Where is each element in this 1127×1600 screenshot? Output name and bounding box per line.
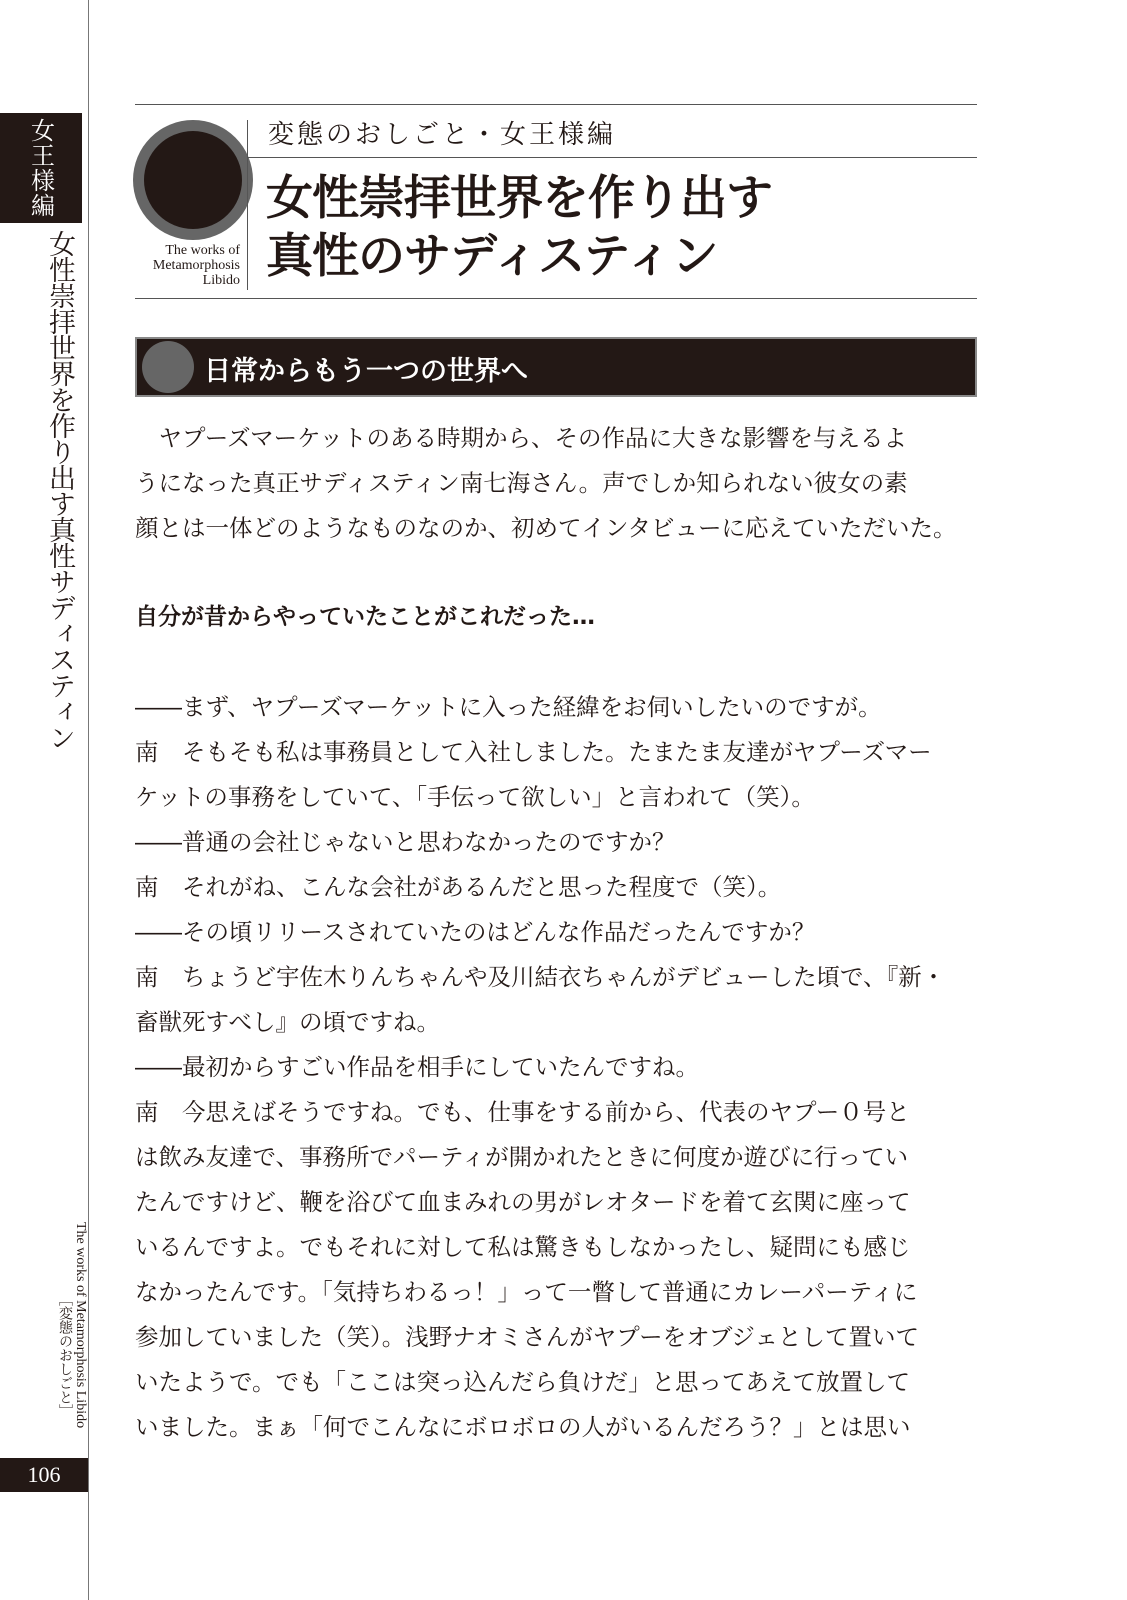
text-line: 畜獣死すべし』の頃ですね。	[135, 1008, 441, 1036]
header-bottom-rule	[135, 298, 977, 299]
title-line: 真性のサディスティン	[266, 229, 718, 284]
subheading: 自分が昔からやっていたことがこれだった…	[135, 604, 595, 630]
logo-circle-icon	[133, 120, 253, 240]
text-line: 顔とは一体どのようなものなのか、初めてインタビューに応えていただいた。	[135, 514, 957, 542]
interview-body	[135, 685, 980, 1450]
text-line: ――普通の会社じゃないと思わなかったのですか？	[135, 828, 676, 856]
section-heading: 日常からもう一つの世界へ	[204, 356, 528, 387]
series-subtitle: 変態のおしごと・女王様編	[268, 120, 617, 150]
running-title: 女性崇拝世界を作り出す真性サディスティン	[44, 230, 75, 750]
text-line: いたようで。でも「ここは突っ込んだら負けだ」と思ってあえて放置して	[135, 1368, 911, 1396]
text-line: 南 そもそも私は事務員として入社しました。たまたま友達がヤプーズマー	[135, 738, 932, 766]
title-line: 女性崇拝世界を作り出す	[266, 171, 772, 226]
intro-paragraph	[135, 416, 980, 551]
text-line: 南 今思えばそうですね。でも、仕事をする前から、代表のヤプー０号と	[135, 1098, 910, 1126]
page-number: 106	[0, 1458, 88, 1492]
header-divider	[247, 120, 248, 290]
text-line: ――まず、ヤプーズマーケットに入った経緯をお伺いしたいのですが。	[135, 693, 882, 721]
logo-text: The works of Metamorphosis Libido	[152, 243, 240, 288]
text-line: 南 ちょうど宇佐木りんちゃんや及川結衣ちゃんがデビューした頃で、『新・	[135, 963, 946, 991]
footer-en: The works of Metamorphosis Libido	[73, 1222, 88, 1429]
text-line: たんですけど、鞭を浴びて血まみれの男がレオタードを着て玄関に座って	[135, 1188, 911, 1216]
section-heading-bar	[135, 337, 977, 397]
margin-rule	[88, 0, 89, 1600]
footer-jp: ［変態のおしごと］	[57, 1292, 72, 1418]
page-title	[266, 170, 772, 286]
text-line: 参加していました（笑）。浅野ナオミさんがヤプーをオブジェとして置いて	[135, 1323, 919, 1351]
text-line: いました。まぁ「何でこんなにボロボロの人がいるんだろう？」とは思い	[135, 1413, 911, 1441]
subtitle-rule	[247, 157, 977, 158]
text-line: いるんですよ。でもそれに対して私は驚きもしなかったし、疑問にも感じ	[135, 1233, 911, 1261]
text-line: は飲み友達で、事務所でパーティが開かれたときに何度か遊びに行ってい	[135, 1143, 909, 1171]
category-tab: 女王様編	[0, 113, 82, 223]
text-line: 南 それがね、こんな会社があるんだと思った程度で（笑）。	[135, 873, 782, 901]
text-line: ヤプーズマーケットのある時期から、その作品に大きな影響を与えるよ	[135, 424, 907, 452]
bullet-circle-icon	[142, 341, 194, 393]
text-line: なかったんです。「気持ちわるっ！」って一瞥して普通にカレーパーティに	[135, 1278, 918, 1306]
text-line: ――最初からすごい作品を相手にしていたんですね。	[135, 1053, 699, 1081]
running-footer	[56, 1222, 88, 1428]
text-line: ――その頃リリースされていたのはどんな作品だったんですか？	[135, 918, 816, 946]
header-top-rule	[135, 104, 977, 105]
text-line: ケットの事務をしていて、「手伝って欲しい」と言われて（笑）。	[135, 783, 815, 811]
text-line: うになった真正サディスティン南七海さん。声でしか知られない彼女の素	[135, 469, 908, 497]
